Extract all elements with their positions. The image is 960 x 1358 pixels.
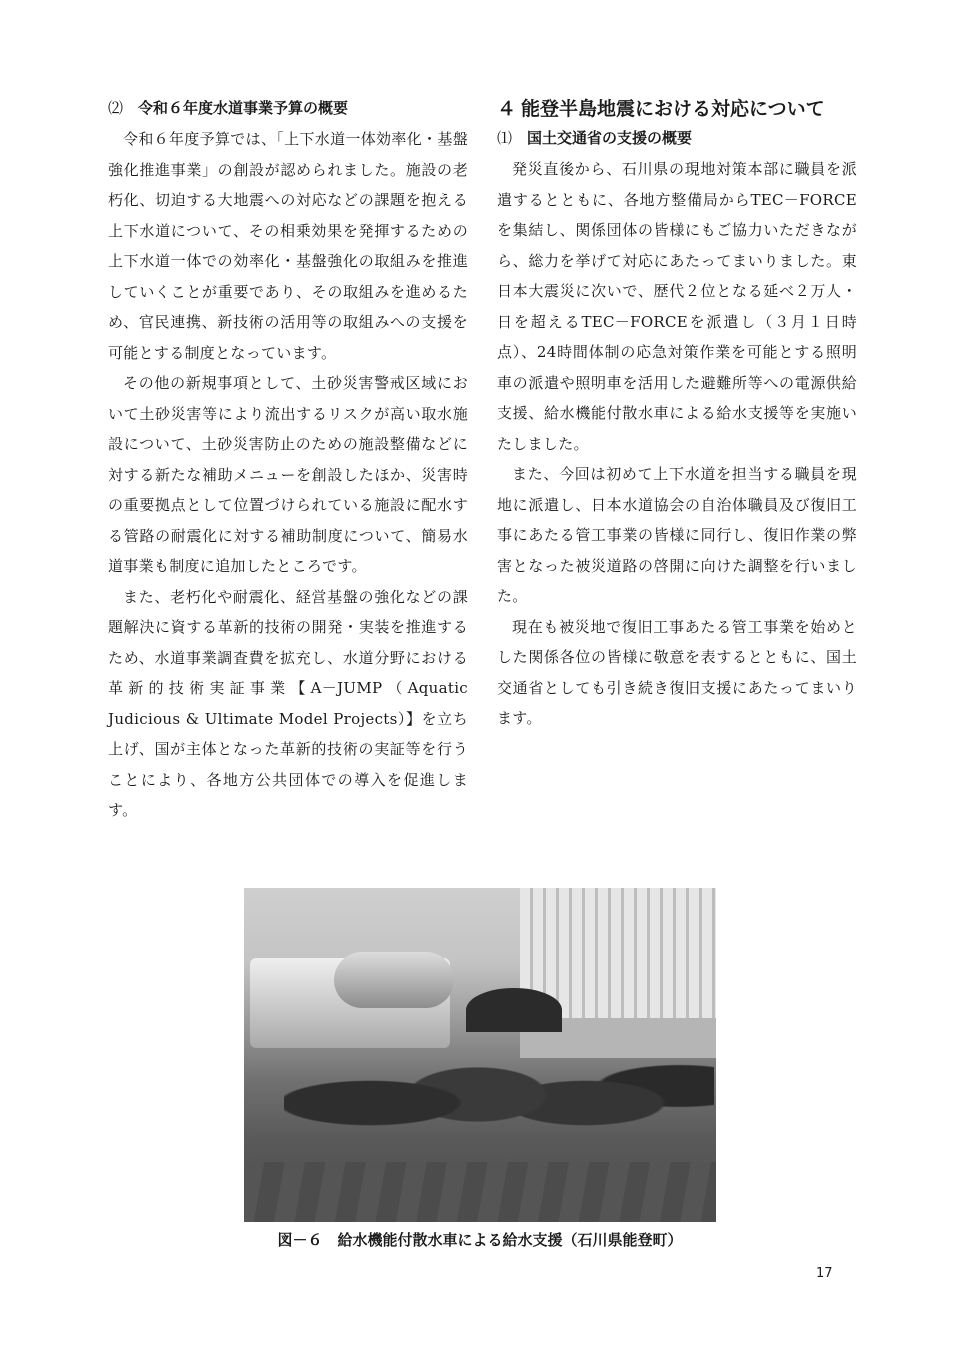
heading-number: ４ [497, 98, 517, 120]
subsection-heading-mlit [497, 126, 857, 150]
photo-water-supply-truck [244, 888, 716, 1222]
right-column [497, 96, 857, 734]
left-column [108, 96, 468, 826]
subsection-number: ⑴ [497, 129, 513, 147]
photo-ground [244, 1162, 716, 1222]
subsection-title: 国土交通省の支援の概要 [527, 129, 693, 147]
paragraph: その他の新規事項として、土砂災害警戒区域において土砂災害等により流出するリスクが高い取水施設について、土砂災害防止のための施設整備などに対する新たな補助メニューを創設したほか、災害時の重要拠点として位置づけられている施設に配水する管路の耐震化に対する補助制度について、簡易水道事業も制度に追加したところです。 [108, 374, 468, 575]
section-heading-budget [108, 96, 468, 120]
paragraph: 令和６年度予算では、「上下水道一体効率化・基盤強化推進事業」の創設が認められました。施設の老朽化、切迫する大地震への対応などの課題を抱える上下水道について、その相乗効果を発揮するための上下水道一体での効率化・基盤強化の取組みを推進していくことが重要であり、その取組みを進めるため、官民連携、新技術の活用等の取組みへの支援を可能とする制度となっています。 [108, 130, 468, 362]
section-title: 令和６年度水道事業予算の概要 [138, 99, 349, 117]
chapter-heading-noto [497, 96, 857, 122]
heading-title: 能登半島地震における対応について [521, 98, 825, 120]
page-number: 17 [816, 1266, 833, 1281]
paragraph: また、今回は初めて上下水道を担当する職員を現地に派遣し、日本水道協会の自治体職員及び復旧工事にあたる管工事業の皆様に同行し、復旧作業の弊害となった被災道路の啓開に向けた調整を行いました。 [497, 465, 857, 605]
figure-caption: 図－６ 給水機能付散水車による給水支援（石川県能登町） [277, 1231, 683, 1249]
paragraph: また、老朽化や耐震化、経営基盤の強化などの課題解決に資する革新的技術の開発・実装を推進するため、水道事業調査費を拡充し、水道分野における革新的技術実証事業【A－JUMP（Aquatic Judicious & Ultimate Model Projects）】を立ち上げ、国が主体となった革新的技術の実証等を行うことにより、各地方公共団体での導入を促進します。 [108, 587, 468, 819]
photo-umbrella [466, 988, 562, 1032]
photo-tank [334, 952, 454, 1008]
paragraph: 発災直後から、石川県の現地対策本部に職員を派遣するとともに、各地方整備局からTEC－FORCEを集結し、関係団体の皆様にもご協力いただきながら、総力を挙げて対応にあたってまいりました。東日本大震災に次いで、歴代２位となる延べ２万人・日を超えるTEC－FORCEを派遣し（３月１日時点）、24時間体制の応急対策作業を可能とする照明車の派遣や照明車を活用した避難所等への電源供給支援、給水機能付散水車による給水支援等を実施いたしました。 [497, 160, 857, 453]
section-number: ⑵ [108, 99, 124, 117]
paragraph: 現在も被災地で復旧工事あたる管工事業を始めとした関係各位の皆様に敬意を表するとともに、国土交通省としても引き続き復旧支援にあたってまいります。 [497, 617, 857, 727]
